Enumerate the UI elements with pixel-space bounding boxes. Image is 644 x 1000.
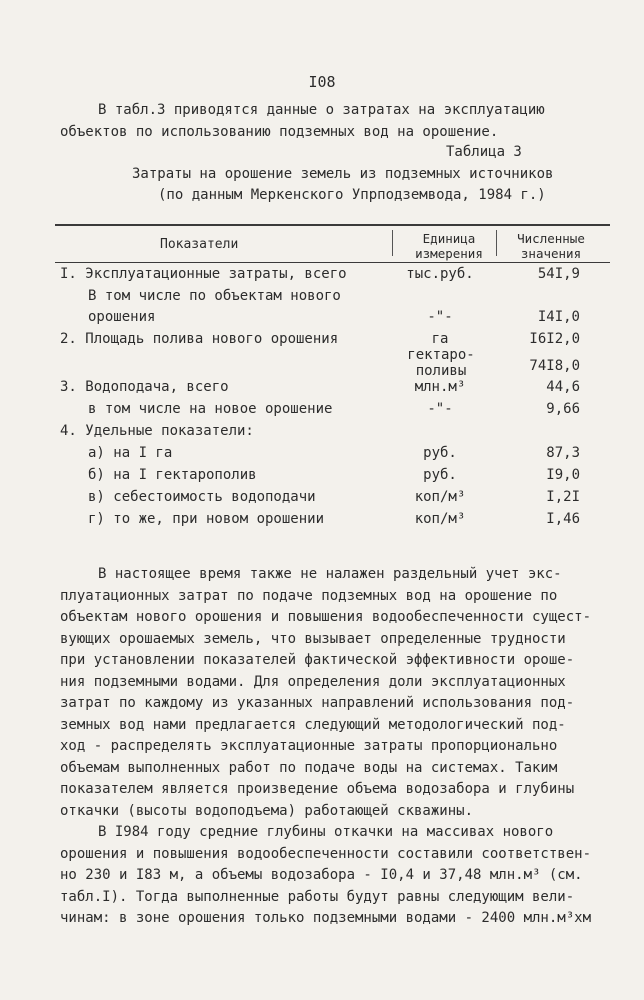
row-label: в) себестоимость водоподачи <box>88 489 316 505</box>
text-line: объектам нового орошения и повышения водообеспеченности сущест- <box>60 609 592 625</box>
table-top-rule <box>55 224 610 226</box>
text-line: при установлении показателей фактической эффективности ороше- <box>60 652 575 668</box>
row-unit: га <box>431 331 449 347</box>
table-label: Таблица 3 <box>446 144 522 160</box>
header-unit-line-2: измерения <box>415 246 483 261</box>
row-unit: руб. <box>423 467 457 483</box>
text-line: плуатационных затрат по подаче подземных вод на орошение по <box>60 587 558 604</box>
row-unit: руб. <box>423 445 457 461</box>
row-unit: -"- <box>427 309 453 325</box>
text-line: табл.I). Тогда выполненные работы будут равны следующим вели- <box>60 888 575 905</box>
table-row <box>0 489 644 510</box>
row-value: 44,6 <box>546 379 580 395</box>
text-line: объемам выполненных работ по подаче воды на системах. Таким <box>60 759 558 776</box>
row-unit-line-1: гектаро- <box>407 347 475 363</box>
row-label: I. Эксплуатационные затраты, всего <box>60 266 347 282</box>
row-label: 4. Удельные показатели: <box>60 423 254 439</box>
column-separator <box>496 230 497 256</box>
row-unit: коп/м³ <box>414 489 466 505</box>
row-unit <box>396 347 486 379</box>
row-value: I6I2,0 <box>529 331 580 347</box>
text-line: откачки (высоты водоподъема) работающей скважины. <box>60 802 474 819</box>
header-unit-line-1: Единица <box>422 231 476 246</box>
row-label: б) на I гектарополив <box>88 467 257 483</box>
text-line: ход - распределять эксплуатационные затраты пропорционально <box>60 738 558 754</box>
row-value: I4I,0 <box>537 309 580 325</box>
row-label: в том числе на новое орошение <box>88 401 333 417</box>
row-value: 74I8,0 <box>529 358 580 374</box>
text-line: чинам: в зоне орошения только подземными водами - 2400 млн.м³хм <box>60 910 592 926</box>
row-unit: тыс.руб. <box>406 266 474 282</box>
row-label: 3. Водоподача, всего <box>60 379 229 395</box>
row-unit-line-2: поливы <box>415 363 467 379</box>
text-line: В настоящее время также не налажен раздельный учет экс- <box>98 566 562 582</box>
table-row <box>0 347 644 383</box>
row-value: I,46 <box>546 511 580 527</box>
text-line: орошения и повышения водообеспеченности составили соответствен- <box>60 845 592 862</box>
table-row <box>0 445 644 466</box>
table-row <box>0 288 644 309</box>
table-header-rule <box>55 262 610 263</box>
body-paragraph-1 <box>60 564 600 822</box>
text-line: но 230 и I83 м, а объемы водозабора - I0,4 и 37,48 млн.м³ (см. <box>60 867 583 883</box>
row-value: I,2I <box>546 489 580 505</box>
table-row <box>0 309 644 330</box>
header-values-line-2: значения <box>520 246 582 261</box>
row-label: В том числе по объектам нового <box>88 288 341 304</box>
text-line: вующих орошаемых земель, что вызывает определенные трудности <box>60 630 566 647</box>
row-unit: -"- <box>427 401 453 417</box>
row-value: I9,0 <box>546 467 580 483</box>
text-line: ния подземными водами. Для определения доли эксплуатационных <box>60 673 566 690</box>
row-label: г) то же, при новом орошении <box>88 511 325 527</box>
text-line: затрат по каждому из указанных направлений использования под- <box>60 695 575 711</box>
table-row <box>0 423 644 444</box>
header-values-line-1: Численные <box>517 231 585 246</box>
column-separator <box>392 230 393 256</box>
row-label: орошения <box>88 309 156 325</box>
row-value: 87,3 <box>546 445 580 461</box>
table-row <box>0 379 644 400</box>
page-number: I08 <box>308 73 336 91</box>
table-row <box>0 511 644 532</box>
row-label: 2. Площадь полива нового орошения <box>60 331 339 347</box>
text-line: показателем является произведение объема водозабора и глубины <box>60 781 575 797</box>
intro-line-1: В табл.3 приводятся данные о затратах на эксплуатацию <box>98 102 545 118</box>
header-values <box>508 231 594 261</box>
text-line: В I984 году средние глубины откачки на массивах нового <box>98 824 554 840</box>
row-value: 9,66 <box>546 401 580 417</box>
header-unit <box>404 231 494 261</box>
table-title-line-2: (по данным Меркенского Упрподземвода, 1984 г.) <box>158 187 546 203</box>
table-row <box>0 401 644 422</box>
header-indicators: Показатели <box>160 237 239 252</box>
table-row <box>0 467 644 488</box>
row-value: 54I,9 <box>537 266 580 282</box>
row-unit: коп/м³ <box>414 511 466 527</box>
table-row <box>0 266 644 287</box>
table-title-line-1: Затраты на орошение земель из подземных источников <box>132 166 554 182</box>
row-label: а) на I га <box>88 445 173 461</box>
body-paragraph-2 <box>60 822 600 930</box>
row-unit: млн.м³ <box>414 379 466 395</box>
text-line: земных вод нами предлагается следующий методологический под- <box>60 716 566 733</box>
intro-line-2: объектов по использованию подземных вод на орошение. <box>60 124 499 140</box>
